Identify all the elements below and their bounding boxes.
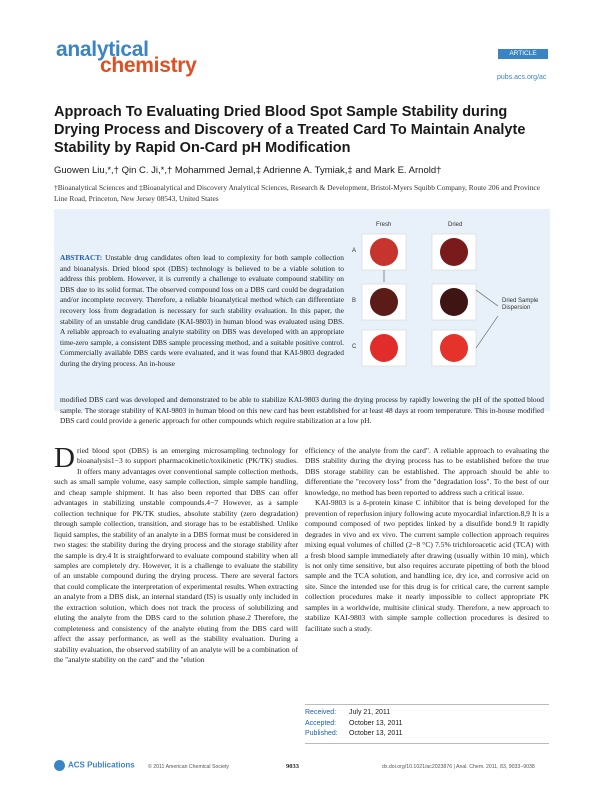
abstract-body-full: modified DBS card was developed and demonstrated to be able to stabilize KAI-9803 during the drying process by rapidly lowering the pH of the spotted blood sample. The storage stability of KAI-9803 in human blood on this new card has been established for at least 48 days at room temperature. This in-house modified DBS card could provide a generic approach for other compounds which require stabilization at a low pH.	[60, 395, 544, 426]
toc-label-dried: Dried	[448, 222, 463, 228]
intro-paragraph-3: KAI-9803 is a δ-protein kinase C inhibitor that is being developed for the prevention of reperfusion injury following acute myocardial infarction.8,9 It is a compound composed of two peptides linked by a disulfide bond.9 It rapidly degrades in vivo and ex vivo. The current sample collection approach requires mixing equal volumes of chilled (2−8 °C) 7.5% trichloroacetic acid (TCA) with a fresh blood sample immediately after drawing (usually within 10 min), which is not only time sensitive, but also requires accurate pipetting of both the blood sample and the TCA solution, and handling ice, dry ice, and corrosive acid on site. Since the intended use for this drug is for critical care, the current sample collection procedures make it nearly impossible to collect appropriate PK samples in a worldwide, multisite clinical study. Therefore, a new approach to stabilize KAI-9803 with simple sample collection procedures is desired to facilitate such a study.	[305, 498, 549, 633]
published-date: October 13, 2011	[349, 730, 403, 737]
drop-cap: D	[54, 442, 75, 474]
accepted-date: October 13, 2011	[349, 719, 403, 727]
acs-logo-text: ACS Publications	[68, 760, 135, 770]
published-label: Published:	[305, 730, 338, 737]
copyright: © 2011 American Chemical Society	[148, 764, 229, 770]
page-number: 9033	[286, 763, 299, 770]
received-date: July 21, 2011	[349, 709, 391, 716]
journal-url[interactable]: pubs.acs.org/ac	[497, 74, 547, 81]
toc-label-a: A	[352, 248, 357, 254]
article-dates	[305, 704, 549, 744]
abstract-label: ABSTRACT:	[60, 253, 103, 262]
toc-label-b: B	[352, 298, 357, 304]
affiliation: †Bioanalytical Sciences and ‡Bioanalytical and Discovery Analytical Sciences, Research & Development, Bristol-Myers Squibb Company, Route 206 and Province Line Road, Princeton, New Jersey 08543, United States	[54, 183, 540, 203]
abstract-text-narrow	[60, 253, 344, 370]
journal-name-line1: analytical	[56, 38, 149, 61]
article-title: Approach To Evaluating Dried Blood Spot Sample Stability during Drying Process and Discovery of a Treated Card To Maintain Analyte Stability by Rapid On-Card pH Modification	[54, 104, 526, 156]
intro-paragraph-1: ried blood spot (DBS) is an emerging microsampling technology for bioanalysis1−3 to support pharmacokinetic/toxikinetic (PK/TK) studies. It offers many advantages over conventional sample collection methods, such as small sample volume, easy sample collection, simple sample handling, and cheap sample shipment. It has also been reported that DBS can offer advantages in stabilizing unstable compounds.4−7 However, as a sample collection technique for PK/TK studies, absolute stability (zero degradation) through sample collection, transition, and storage has to be established. Unlike liquid samples, the stability of an analyte in a DBS format must be considered in two stages: the stability during the drying process and the storage stability after the sample is dry.4 It is straightforward to evaluate compound stability when all samples are completely dry. However, it is a challenge to evaluate the stability of an unstable compound during the drying process. There are several factors that could complicate the interpretation of experimental results. When extracting an analyte from a DBS disk, an internal standard (IS) is usually only included in the extraction solution, which does not track the process of solubilizing and eluting the analyte from the DBS card to the solution phase.2 Therefore, the completeness and consistency of the analyte eluting from the DBS card will affect the assay performance, as well as the stability evaluation. During a stability evaluation, the observed stability of an analyte will be a combination of the "analyte stability on the card" and the "elution	[54, 446, 298, 665]
toc-graphic	[348, 222, 548, 362]
body-column-left	[54, 442, 298, 666]
intro-paragraph-2: efficiency of the analyte from the card". A reliable approach to evaluating the DBS stability during the drying process has to be established before the true DBS storage stability can be established. The approach should be able to differentiate the "recovery loss" from the "degradation loss". To the best of our knowledge, no method has been reported to address such a critical issue.	[305, 446, 549, 497]
toc-label-dispersion: Dried Sample Dispersion	[502, 298, 539, 311]
article-type-badge: ARTICLE	[498, 49, 548, 59]
journal-logo	[56, 38, 197, 77]
author-list: Guowen Liu,*,† Qin C. Ji,*,† Mohammed Jemal,‡ Adrienne A. Tymiak,‡ and Mark E. Arnold†	[54, 165, 442, 176]
toc-label-fresh: Fresh	[376, 222, 392, 228]
acs-logo-icon	[54, 760, 65, 771]
abstract-body-narrow: Unstable drug candidates often lead to complexity for both sample collection and bioanalysis. Dried blood spot (DBS) technology is believed to be a viable solution to address this problem. However, it is currently a challenge to evaluate compound stability on DBS due to its solid format. The observed compound loss on a DBS card could be degradation and/or incomplete recovery. Therefore, a reliable bioanalytical method which can differentiate recovery loss from degradation is necessary for such stability evaluation. In this paper, the stability of an unstable drug candidate (KAI-9803) in human blood was evaluated using DBS. A reliable approach to evaluating analyte stability on DBS was developed with an appropriate time-zero sample, a consistent DBS sample processing method, and a suitable positive control. Commercially available DBS cards were evaluated, and it was found that KAI-9803 degraded during the drying process. An in-house	[60, 253, 344, 368]
doi-citation[interactable]: dx.doi.org/10.1021/ac2023876 | Anal. Chem. 2011, 83, 9033−9038	[382, 764, 535, 770]
body-column-right	[305, 446, 549, 634]
accepted-label: Accepted:	[305, 719, 337, 727]
acs-publications-logo	[54, 760, 135, 771]
toc-label-c: C	[352, 344, 357, 350]
received-label: Received:	[305, 709, 337, 716]
journal-name-line2: chemistry	[100, 54, 197, 77]
